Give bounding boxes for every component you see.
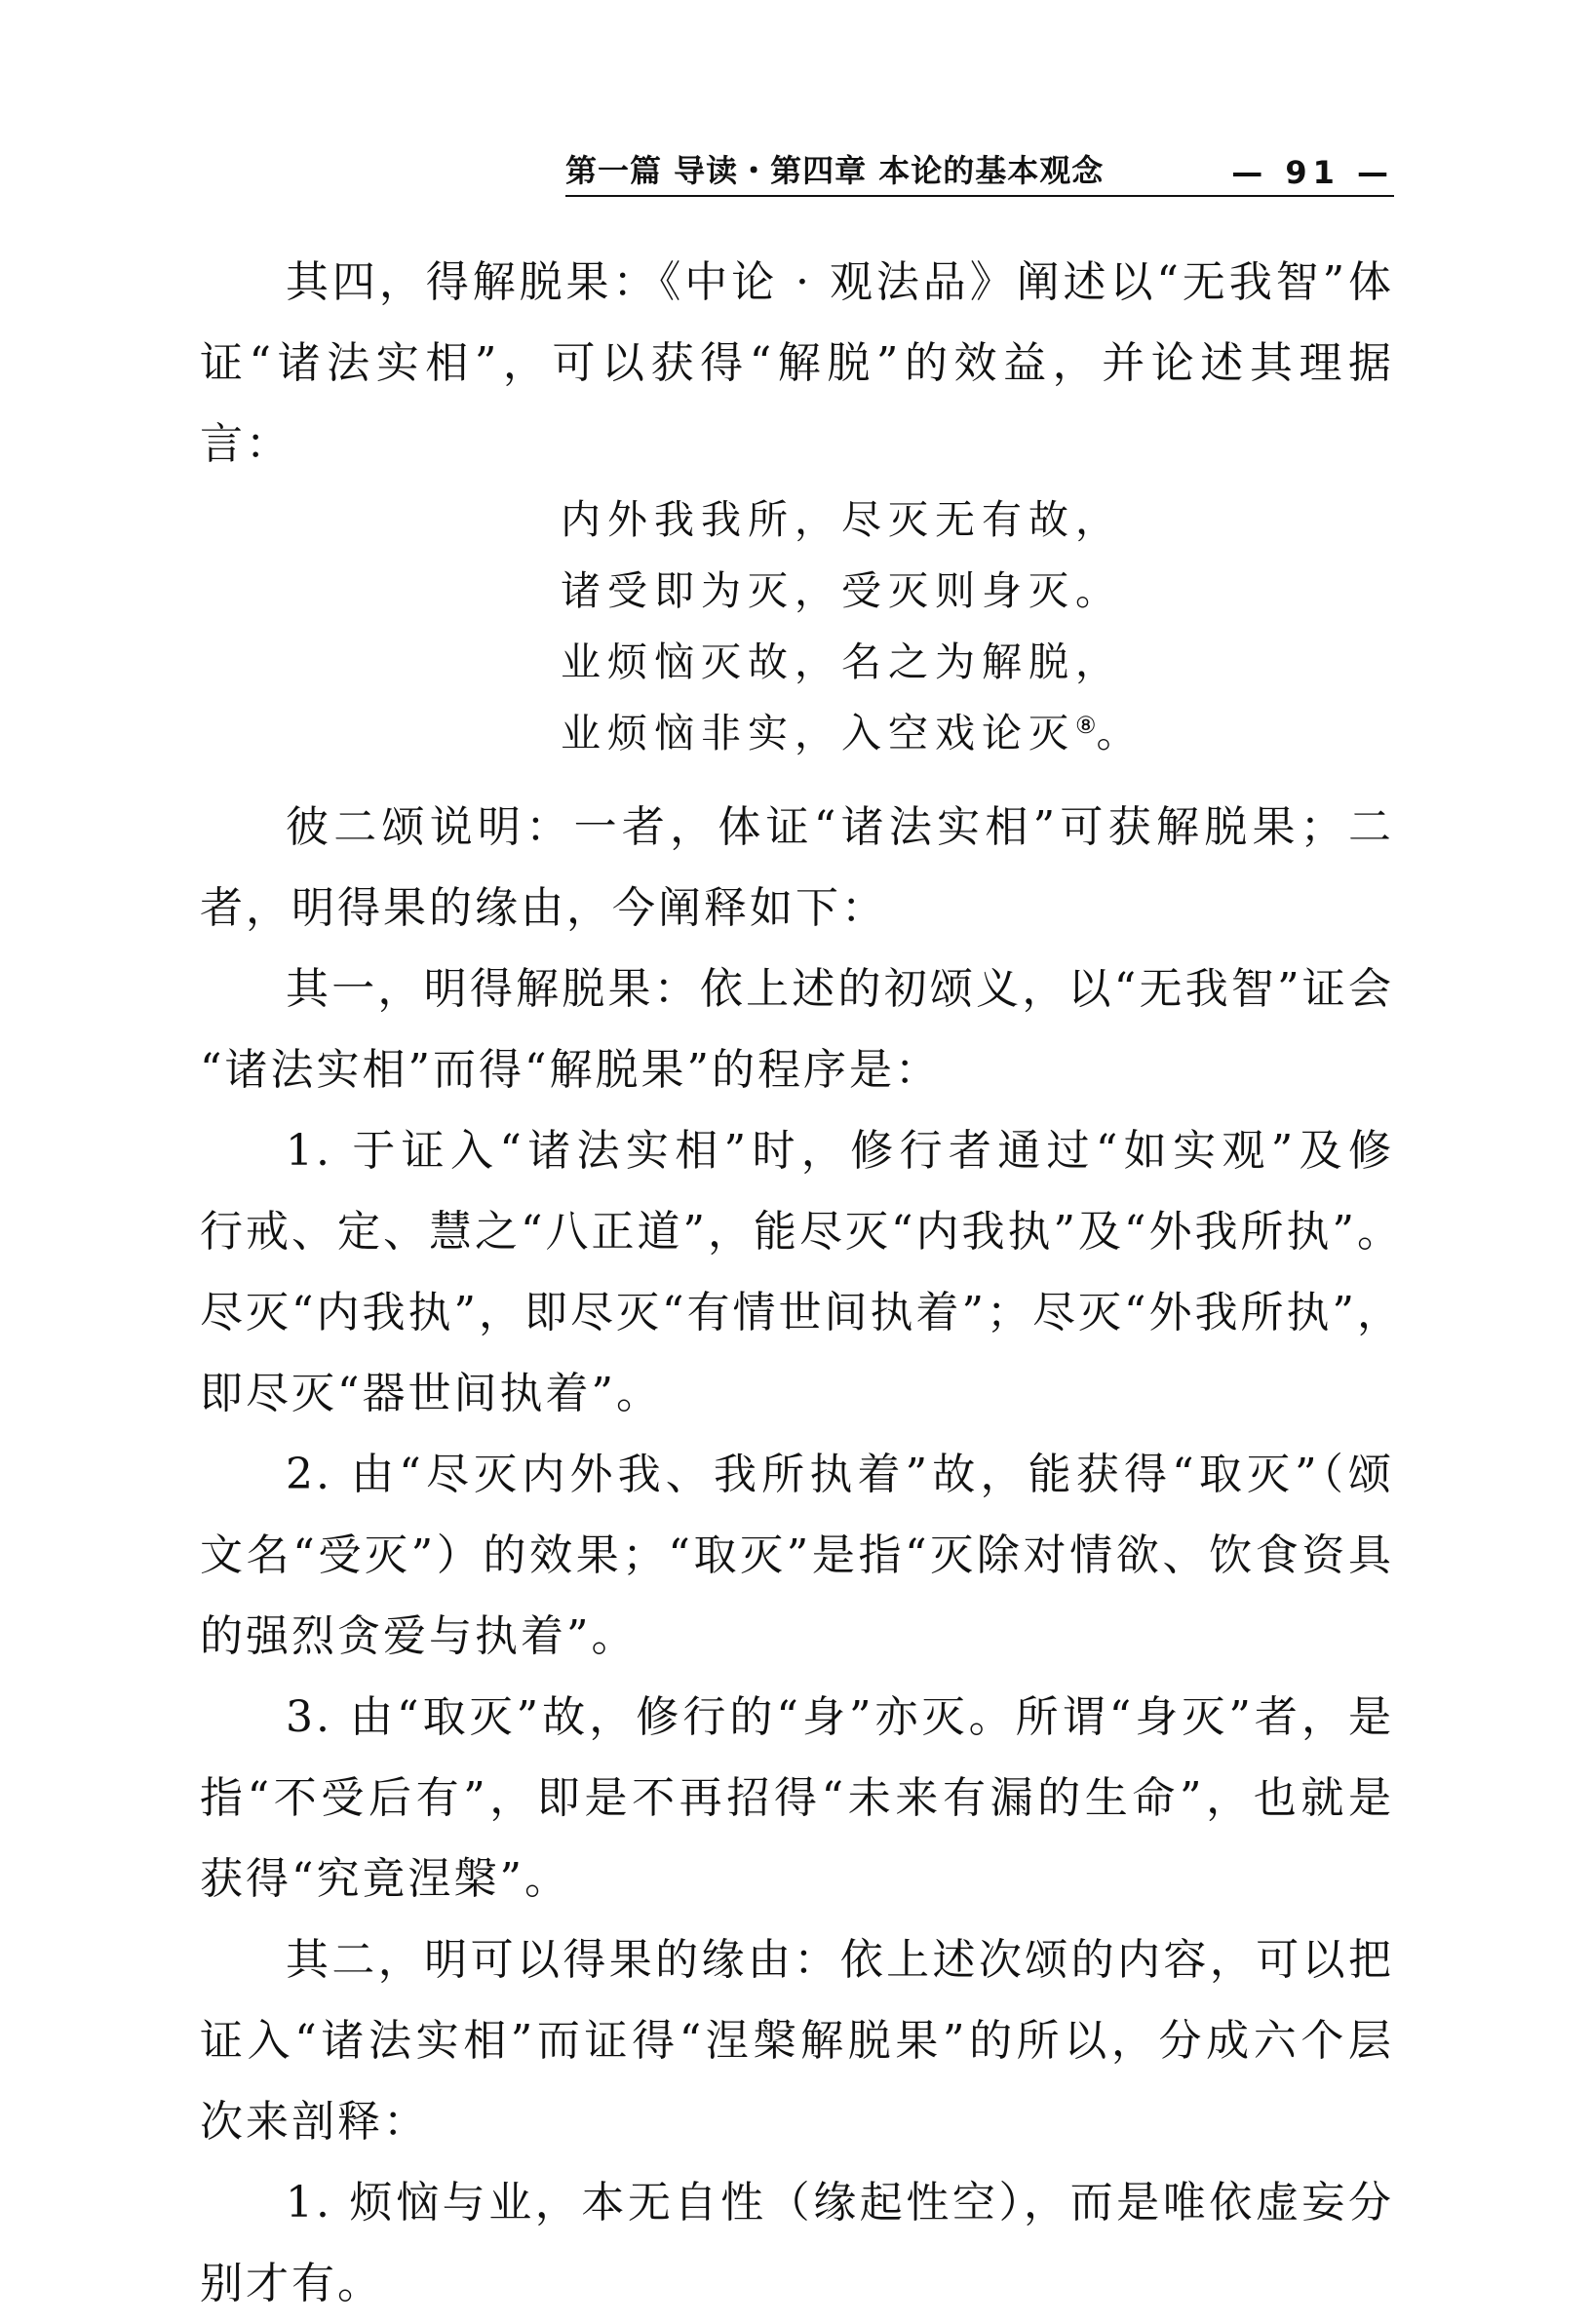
text-line: 获得“究竟涅槃”。 (200, 1854, 570, 1904)
verse-text: 业烦恼非实，入空戏论灭 (561, 710, 1075, 756)
verse-line: 诸受即为灭，受灭则身灭。 (561, 567, 1122, 614)
text-line: 其一，明得解脱果：依上述的初颂义，以“无我智”证会 (286, 964, 1394, 1014)
text-line: 行戒、定、慧之“八正道”，能尽灭“内我执”及“外我所执”。 (200, 1207, 1403, 1257)
verse-line: 内外我我所，尽灭无有故， (561, 496, 1122, 543)
text-line: 的强烈贪爱与执着”。 (200, 1611, 638, 1661)
text-line: 指“不受后有”，即是不再招得“未来有漏的生命”，也就是 (200, 1773, 1394, 1823)
text-line: 即尽灭“器世间执着”。 (200, 1369, 662, 1418)
text-line: 彼二颂说明：一者，体证“诸法实相”可获解脱果；二 (286, 802, 1394, 852)
running-header (565, 146, 1394, 199)
text-line: 1. 于证入“诸法实相”时，修行者通过“如实观”及修 (286, 1126, 1394, 1176)
text-line: 其二，明可以得果的缘由：依上述次颂的内容，可以把 (286, 1935, 1394, 1985)
text-line: 1. 烦恼与业，本无自性（缘起性空），而是唯依虚妄分 (286, 2178, 1394, 2227)
verse-line: 业烦恼灭故，名之为解脱， (561, 639, 1122, 685)
text-line: 3. 由“取灭”故，修行的“身”亦灭。所谓“身灭”者，是 (286, 1692, 1394, 1742)
page-number: — 91 — (1231, 154, 1394, 191)
text-line: 文名“受灭”）的效果；“取灭”是指“灭除对情欲、饮食资具 (200, 1530, 1394, 1580)
text-line: 其四，得解脱果：《中论 · 观法品》阐述以“无我智”体 (286, 257, 1394, 307)
running-title: 第一篇 导读・第四章 本论的基本观念 (565, 152, 1105, 189)
text-line: 次来剖释： (200, 2097, 429, 2147)
verse-end: 。 (1096, 710, 1144, 756)
footnote-marker: ⑧ (1075, 712, 1097, 739)
header-rule (565, 195, 1394, 197)
text-line: 别才有。 (200, 2259, 383, 2308)
text-line: 言： (200, 419, 291, 469)
body-text (200, 242, 1403, 2324)
text-line: 者，明得果的缘由，今阐释如下： (200, 883, 887, 933)
text-line: 2. 由“尽灭内外我、我所执着”故，能获得“取灭”（颂 (286, 1450, 1394, 1499)
verse-line-last (200, 698, 1394, 769)
text-line: 证入“诸法实相”而证得“涅槃解脱果”的所以，分成六个层 (200, 2016, 1394, 2066)
text-line: “诸法实相”而得“解脱果”的程序是： (200, 1045, 941, 1095)
text-line: 证“诸法实相”，可以获得“解脱”的效益，并论述其理据 (200, 338, 1394, 388)
text-line: 尽灭“内我执”，即尽灭“有情世间执着”；尽灭“外我所执”， (200, 1288, 1403, 1337)
